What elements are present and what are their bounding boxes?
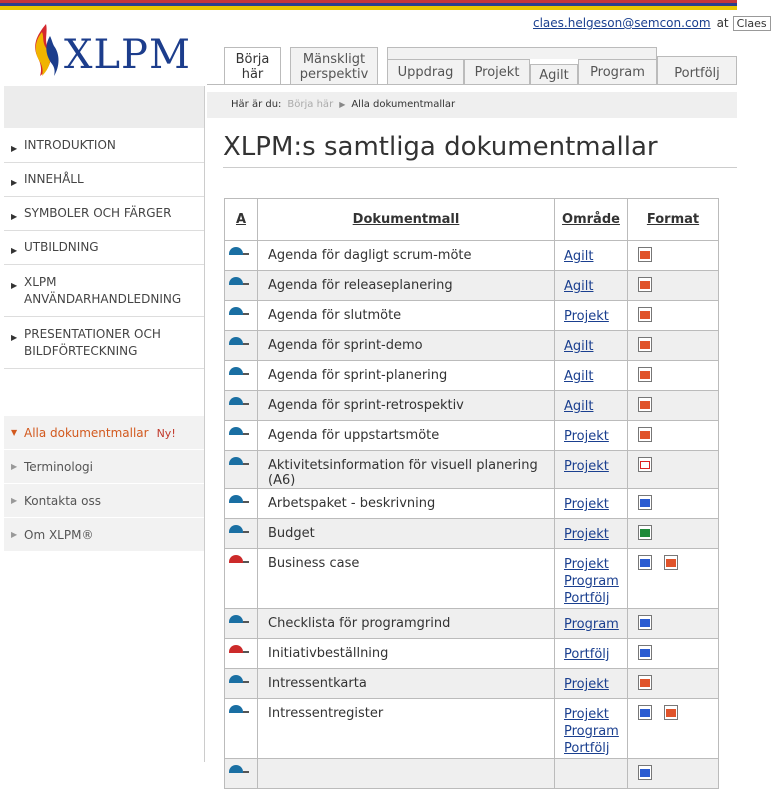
tab-manskligt-line2: perspektiv: [299, 67, 369, 82]
area-link[interactable]: Projekt: [564, 527, 609, 542]
cell-area: [555, 549, 628, 609]
area-link[interactable]: Projekt: [564, 707, 609, 722]
ppt-file-icon[interactable]: [638, 277, 652, 292]
sidebar-item-label: INNEHÅLL: [24, 172, 84, 186]
cell-format: [628, 669, 719, 699]
triangle-right-icon: ▶: [11, 333, 18, 342]
cap-blue-icon: [229, 525, 251, 535]
sidebar-sub-kontakta[interactable]: [4, 484, 204, 518]
cell-audience: [225, 241, 258, 271]
area-link[interactable]: Agilt: [564, 399, 594, 414]
cell-area: [555, 609, 628, 639]
xlpm-logo[interactable]: [28, 22, 198, 82]
tab-projekt[interactable]: Projekt: [464, 59, 530, 85]
cap-blue-icon: [229, 277, 251, 287]
user-bar: [533, 16, 767, 31]
breadcrumb-current: Alla dokumentmallar: [351, 99, 456, 110]
table-row: [225, 699, 719, 759]
cell-template-name: Agenda för releaseplanering: [258, 271, 555, 301]
top-stripe-yellow: [0, 6, 737, 10]
table-row: [225, 391, 719, 421]
tab-program[interactable]: Program: [578, 59, 657, 85]
triangle-right-icon: ▶: [11, 281, 18, 290]
area-link[interactable]: Portfölj: [564, 741, 610, 756]
cap-red-icon: [229, 645, 251, 655]
sidebar-item-utbildning[interactable]: [4, 231, 204, 265]
cell-format: [628, 331, 719, 361]
cell-template-name: Aktivitetsinformation för visuell planering (A6): [258, 451, 555, 489]
cell-template-name: Agenda för slutmöte: [258, 301, 555, 331]
ppt-file-icon[interactable]: [638, 337, 652, 352]
tab-manskligt-line1: Mänskligt: [302, 52, 366, 67]
table-row: [225, 301, 719, 331]
cell-format: [628, 699, 719, 759]
cell-audience: [225, 639, 258, 669]
sidebar-item-label: UTBILDNING: [24, 240, 99, 254]
tab-group-frame: [387, 47, 657, 59]
table-row: [225, 241, 719, 271]
cell-area: [555, 301, 628, 331]
area-link[interactable]: Projekt: [564, 557, 609, 572]
sidebar-header: [4, 86, 204, 128]
sidebar-item-label: SYMBOLER OCH FÄRGER: [24, 206, 172, 220]
cap-blue-icon: [229, 427, 251, 437]
sidebar-item-symboler[interactable]: [4, 197, 204, 231]
tab-manskligt-perspektiv[interactable]: [290, 47, 378, 85]
cell-template-name: [258, 759, 555, 789]
cell-audience: [225, 451, 258, 489]
table-body: [225, 241, 719, 789]
sidebar-item-label-line1: XLPM: [24, 275, 57, 289]
cell-area: [555, 519, 628, 549]
table-row: [225, 549, 719, 609]
cell-area: [555, 639, 628, 669]
table-row: [225, 271, 719, 301]
cell-area: [555, 451, 628, 489]
cell-format: [628, 519, 719, 549]
area-link[interactable]: Portfölj: [564, 591, 610, 606]
sidebar-item-presentationer[interactable]: [4, 317, 204, 369]
doc-file-icon[interactable]: [638, 645, 652, 660]
doc-file-icon[interactable]: [638, 705, 652, 720]
cell-format: [628, 489, 719, 519]
triangle-right-icon: ▶: [11, 496, 18, 505]
sidebar-item-label-line2: ANVÄNDARHANDLEDNING: [24, 292, 182, 306]
cell-area: [555, 669, 628, 699]
area-link[interactable]: Portfölj: [564, 647, 610, 662]
cell-audience: [225, 699, 258, 759]
cap-blue-icon: [229, 615, 251, 625]
cell-audience: [225, 331, 258, 361]
sidebar-sub-label: Om XLPM®: [24, 528, 94, 542]
breadcrumb: [207, 92, 737, 118]
ppt-file-icon[interactable]: [638, 675, 652, 690]
cell-audience: [225, 489, 258, 519]
pdf-file-icon[interactable]: [638, 457, 652, 472]
doc-file-icon[interactable]: [638, 495, 652, 510]
area-link[interactable]: Program: [564, 617, 619, 632]
xls-file-icon[interactable]: [638, 525, 652, 540]
ppt-file-icon[interactable]: [638, 367, 652, 382]
cell-audience: [225, 421, 258, 451]
cell-format: [628, 639, 719, 669]
cell-audience: [225, 519, 258, 549]
tab-portfolj[interactable]: Portfölj: [657, 56, 737, 85]
ppt-file-icon[interactable]: [664, 705, 678, 720]
cell-area: [555, 271, 628, 301]
cell-audience: [225, 391, 258, 421]
cell-area: [555, 241, 628, 271]
logo-text: XLPM: [64, 32, 191, 78]
ppt-file-icon[interactable]: [638, 247, 652, 262]
area-link[interactable]: Projekt: [564, 497, 609, 512]
cell-format: [628, 361, 719, 391]
table-row: [225, 361, 719, 391]
cell-audience: [225, 549, 258, 609]
sidebar-sub-label: Terminologi: [24, 460, 93, 474]
sidebar-sub-alla-dokumentmallar[interactable]: [4, 416, 204, 450]
breadcrumb-arrow-icon: ▶: [339, 100, 346, 109]
cell-area: [555, 759, 628, 789]
cell-template-name: Intressentregister: [258, 699, 555, 759]
tab-uppdrag[interactable]: Uppdrag: [387, 59, 464, 85]
cell-template-name: Budget: [258, 519, 555, 549]
column-header-omrade[interactable]: Område: [555, 199, 628, 241]
tab-borja-line1: Börja: [235, 52, 270, 67]
triangle-right-icon: ▶: [11, 178, 18, 187]
cell-format: [628, 759, 719, 789]
ppt-file-icon[interactable]: [638, 397, 652, 412]
area-link[interactable]: Agilt: [564, 339, 594, 354]
cell-format: [628, 609, 719, 639]
cap-blue-icon: [229, 337, 251, 347]
cell-format: [628, 451, 719, 489]
doc-file-icon[interactable]: [638, 765, 652, 780]
cell-template-name: Intressentkarta: [258, 669, 555, 699]
cap-blue-icon: [229, 675, 251, 685]
cell-audience: [225, 669, 258, 699]
tab-borja-har[interactable]: [224, 47, 281, 85]
new-badge: Ny!: [156, 427, 176, 440]
triangle-right-icon: ▶: [11, 530, 18, 539]
ppt-file-icon[interactable]: [638, 427, 652, 442]
cell-template-name: Agenda för dagligt scrum-möte: [258, 241, 555, 271]
cap-blue-icon: [229, 247, 251, 257]
table-row: [225, 759, 719, 789]
tab-baseline: [207, 84, 737, 85]
cell-area: [555, 699, 628, 759]
templates-table: [224, 198, 719, 789]
cell-format: [628, 301, 719, 331]
tab-borja-line2: här: [241, 67, 264, 82]
org-select[interactable]: Claes: [733, 16, 771, 31]
triangle-down-icon: ▼: [11, 428, 18, 437]
table-row: [225, 609, 719, 639]
column-header-format[interactable]: Format: [628, 199, 719, 241]
page-title: XLPM:s samtliga dokumentmallar: [223, 132, 658, 162]
column-header-a[interactable]: A: [225, 199, 258, 241]
table-row: [225, 421, 719, 451]
column-header-dokumentmall[interactable]: Dokumentmall: [258, 199, 555, 241]
cell-area: [555, 331, 628, 361]
tab-agilt[interactable]: Agilt: [530, 64, 578, 85]
area-link[interactable]: Program: [564, 724, 619, 739]
cap-blue-icon: [229, 457, 251, 467]
cell-template-name: Agenda för sprint-planering: [258, 361, 555, 391]
cell-audience: [225, 759, 258, 789]
cell-format: [628, 549, 719, 609]
cell-template-name: Initiativbeställning: [258, 639, 555, 669]
area-link[interactable]: Agilt: [564, 369, 594, 384]
table-row: [225, 489, 719, 519]
area-link[interactable]: Projekt: [564, 429, 609, 444]
area-link[interactable]: Projekt: [564, 459, 609, 474]
sidebar-sub-terminologi[interactable]: [4, 450, 204, 484]
cell-template-name: Agenda för uppstartsmöte: [258, 421, 555, 451]
sidebar-item-label: INTRODUKTION: [24, 138, 116, 152]
cap-blue-icon: [229, 705, 251, 715]
cap-blue-icon: [229, 307, 251, 317]
cell-audience: [225, 361, 258, 391]
flame-icon: [28, 22, 64, 78]
cell-audience: [225, 301, 258, 331]
sidebar-item-anvandarhandledning[interactable]: [4, 265, 204, 317]
triangle-right-icon: ▶: [11, 246, 18, 255]
cap-blue-icon: [229, 495, 251, 505]
cell-template-name: Agenda för sprint-retrospektiv: [258, 391, 555, 421]
table-row: [225, 639, 719, 669]
cap-blue-icon: [229, 367, 251, 377]
cap-blue-icon: [229, 397, 251, 407]
area-link[interactable]: Agilt: [564, 249, 594, 264]
area-link[interactable]: Projekt: [564, 309, 609, 324]
area-link[interactable]: Agilt: [564, 279, 594, 294]
sidebar-item-label-line2: BILDFÖRTECKNING: [24, 344, 138, 358]
cell-audience: [225, 271, 258, 301]
cell-template-name: Agenda för sprint-demo: [258, 331, 555, 361]
ppt-file-icon[interactable]: [638, 307, 652, 322]
cell-audience: [225, 609, 258, 639]
cell-format: [628, 271, 719, 301]
cell-area: [555, 391, 628, 421]
doc-file-icon[interactable]: [638, 615, 652, 630]
cell-area: [555, 421, 628, 451]
breadcrumb-link-borja[interactable]: Börja här: [287, 99, 334, 110]
cap-red-icon: [229, 555, 251, 565]
triangle-right-icon: ▶: [11, 212, 18, 221]
user-email-link[interactable]: claes.helgeson@semcon.com: [533, 16, 711, 30]
sidebar-item-label-line1: PRESENTATIONER OCH: [24, 327, 161, 341]
cap-blue-icon: [229, 765, 251, 775]
table-row: [225, 451, 719, 489]
sidebar-item-introduktion[interactable]: [4, 128, 204, 163]
table-row: [225, 669, 719, 699]
breadcrumb-prefix: Här är du:: [231, 99, 282, 110]
at-label: at: [716, 16, 729, 30]
cell-format: [628, 241, 719, 271]
triangle-right-icon: ▶: [11, 144, 18, 153]
cell-template-name: Arbetspaket - beskrivning: [258, 489, 555, 519]
triangle-right-icon: ▶: [11, 462, 18, 471]
cell-template-name: Business case: [258, 549, 555, 609]
cell-format: [628, 421, 719, 451]
table-row: [225, 331, 719, 361]
ppt-file-icon[interactable]: [664, 555, 678, 570]
sidebar-sub-om-xlpm[interactable]: [4, 518, 204, 552]
sidebar-sub-label: Alla dokumentmallar: [24, 426, 149, 440]
area-link[interactable]: Program: [564, 574, 619, 589]
cell-format: [628, 391, 719, 421]
sidebar-item-innehall[interactable]: [4, 163, 204, 197]
cell-template-name: Checklista för programgrind: [258, 609, 555, 639]
sidebar-sub-label: Kontakta oss: [24, 494, 101, 508]
table-row: [225, 519, 719, 549]
sidebar-divider: [204, 86, 205, 762]
table-header-row: [225, 199, 719, 241]
cell-area: [555, 361, 628, 391]
title-divider: [223, 167, 737, 168]
doc-file-icon[interactable]: [638, 555, 652, 570]
cell-area: [555, 489, 628, 519]
area-link[interactable]: Projekt: [564, 677, 609, 692]
sidebar: [4, 86, 204, 762]
